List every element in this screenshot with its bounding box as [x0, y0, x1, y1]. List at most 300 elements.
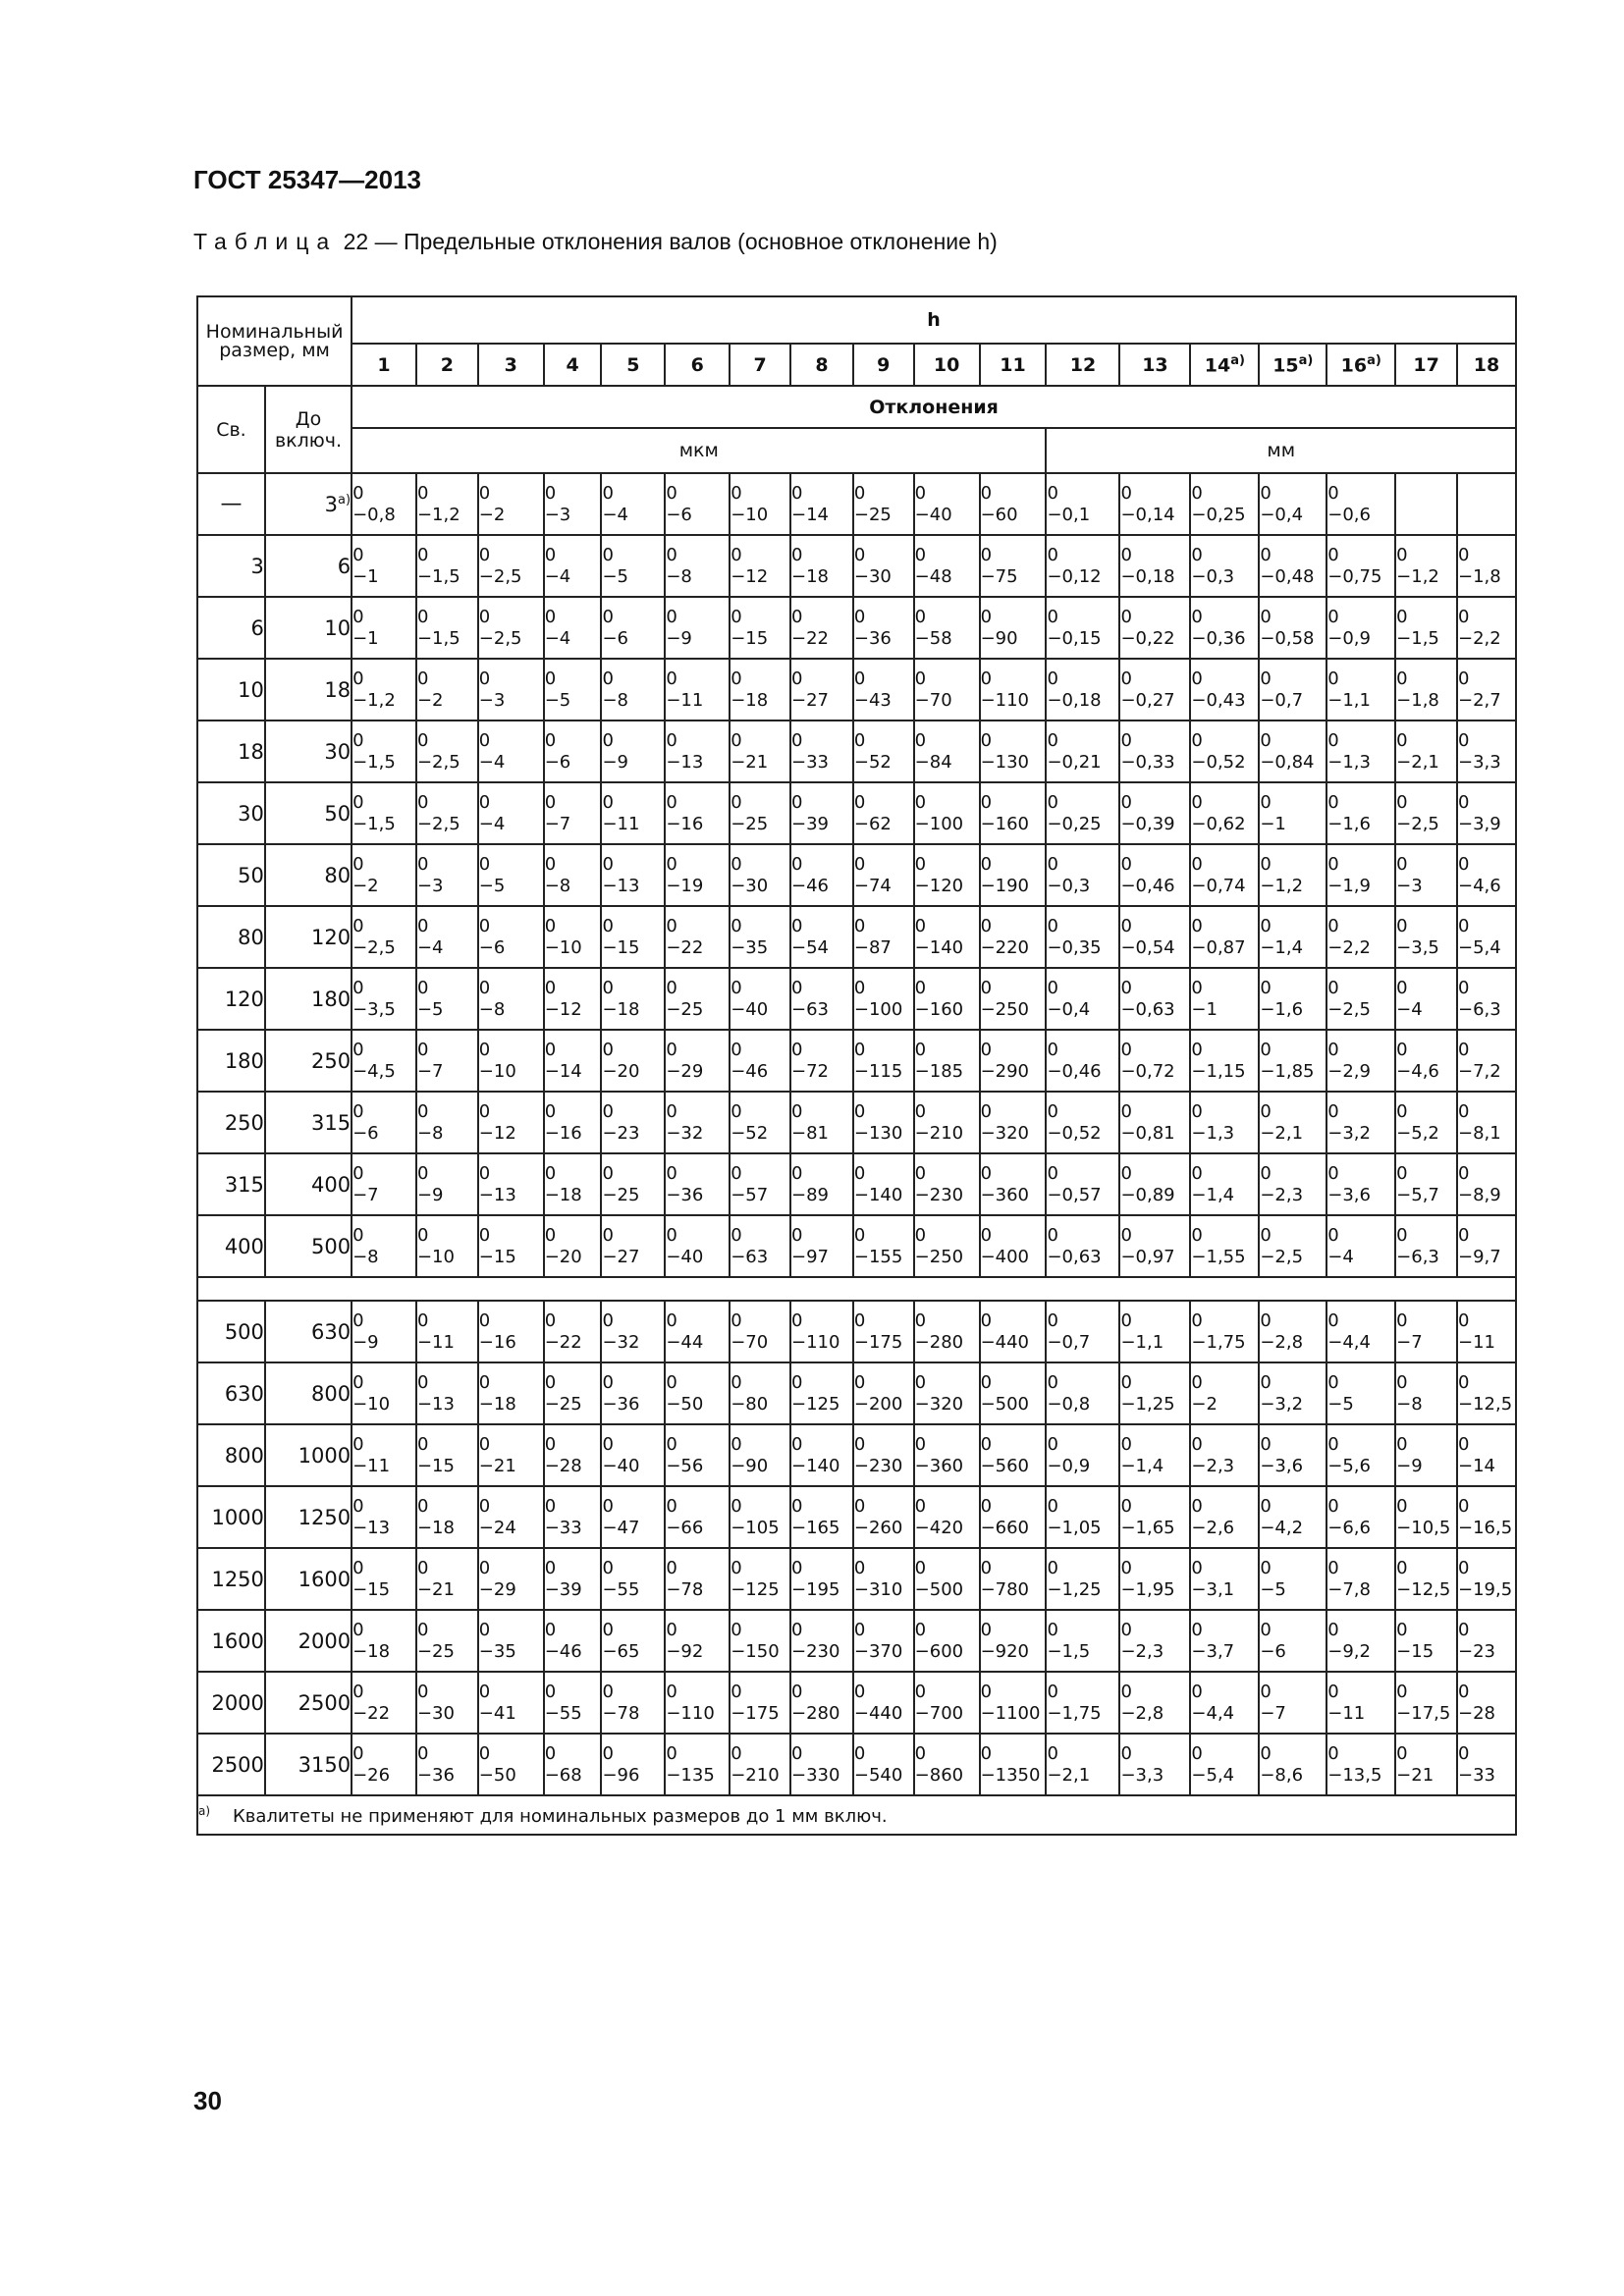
lower-deviation: −0,58 [1260, 627, 1315, 649]
upper-deviation: 0 [980, 1495, 993, 1517]
deviations-header: Отклонения [352, 386, 1516, 428]
upper-deviation: 0 [1260, 606, 1272, 627]
caption-word: Таблица [193, 229, 338, 254]
lower-deviation: −2,3 [1260, 1184, 1304, 1205]
lower-deviation: −18 [478, 1393, 516, 1415]
deviation-cell [416, 473, 478, 535]
upper-deviation: 0 [352, 1224, 364, 1246]
lower-deviation: −30 [853, 565, 892, 587]
deviation-cell [416, 1301, 478, 1362]
lower-deviation: −1,5 [352, 813, 396, 834]
deviation-cell [1190, 906, 1259, 968]
deviation-cell [544, 1486, 602, 1548]
upper-deviation: 0 [731, 606, 742, 627]
lower-deviation: −72 [791, 1060, 830, 1082]
lower-deviation: −1,25 [1120, 1393, 1175, 1415]
deviation-cell [478, 1301, 544, 1362]
lower-deviation: −16 [478, 1331, 516, 1353]
deviation-cell [980, 1424, 1047, 1486]
upper-deviation: 0 [1191, 977, 1203, 998]
upper-deviation: 0 [791, 667, 803, 689]
size-from: 1600 [197, 1610, 265, 1672]
deviation-cell [416, 1734, 478, 1795]
deviation-cell [544, 1424, 602, 1486]
upper-deviation: 0 [1457, 791, 1470, 813]
lower-deviation: −8 [602, 689, 629, 711]
upper-deviation: 0 [731, 1224, 742, 1246]
deviation-cell [914, 844, 980, 906]
deviation-cell [730, 1486, 790, 1548]
deviation-cell [980, 1672, 1047, 1734]
upper-deviation: 0 [914, 1371, 927, 1393]
lower-deviation: −48 [914, 565, 952, 587]
upper-deviation: 0 [478, 1433, 491, 1455]
lower-deviation: −200 [853, 1393, 903, 1415]
deviation-cell [1119, 906, 1190, 968]
deviation-cell [478, 597, 544, 659]
lower-deviation: −44 [666, 1331, 704, 1353]
upper-deviation: 0 [1260, 915, 1272, 936]
deviation-cell [665, 968, 730, 1030]
deviation-cell [1259, 1301, 1326, 1362]
lower-deviation: −1,1 [1327, 689, 1371, 711]
lower-deviation: −5 [1327, 1393, 1354, 1415]
upper-deviation: 0 [1327, 1100, 1339, 1122]
upper-deviation: 0 [544, 1557, 557, 1578]
deviation-cell [853, 659, 914, 721]
lower-deviation: −18 [602, 998, 640, 1020]
lower-deviation: −33 [544, 1517, 582, 1538]
lower-deviation: −125 [731, 1578, 780, 1600]
lower-deviation: −370 [853, 1640, 903, 1662]
deviation-cell [1190, 968, 1259, 1030]
lower-deviation: −36 [416, 1764, 455, 1786]
lower-deviation: −10,5 [1396, 1517, 1451, 1538]
deviation-cell [601, 473, 665, 535]
deviation-cell [790, 721, 853, 782]
size-from: 120 [197, 968, 265, 1030]
lower-deviation: −10 [478, 1060, 516, 1082]
grade-header [1326, 344, 1395, 386]
lower-deviation: −13 [416, 1393, 455, 1415]
upper-deviation: 0 [602, 915, 614, 936]
lower-deviation: −39 [791, 813, 830, 834]
deviation-cell [914, 1030, 980, 1092]
lower-deviation: −0,75 [1327, 565, 1382, 587]
upper-deviation: 0 [1047, 482, 1058, 504]
deviation-cell [416, 597, 478, 659]
lower-deviation: −4 [478, 813, 506, 834]
lower-deviation: −46 [791, 875, 830, 896]
table-row [197, 1301, 1516, 1362]
deviation-cell [914, 906, 980, 968]
upper-deviation: 0 [914, 1162, 927, 1184]
lower-deviation: −0,72 [1120, 1060, 1175, 1082]
upper-deviation: 0 [1047, 1557, 1058, 1578]
deviation-cell [790, 844, 853, 906]
upper-deviation: 0 [478, 1039, 491, 1060]
deviation-cell [1326, 1215, 1395, 1277]
page-number: 30 [193, 2086, 222, 2115]
deviation-cell [730, 782, 790, 844]
lower-deviation: −9 [666, 627, 692, 649]
deviation-cell [1457, 782, 1516, 844]
deviation-cell [1046, 1215, 1119, 1277]
size-from: 630 [197, 1362, 265, 1424]
deviation-cell [980, 1362, 1047, 1424]
deviation-cell [544, 1548, 602, 1610]
lower-deviation: −700 [914, 1702, 964, 1724]
upper-deviation: 0 [602, 606, 614, 627]
deviation-cell [1046, 1424, 1119, 1486]
lower-deviation: −2,7 [1457, 689, 1501, 711]
upper-deviation: 0 [914, 1100, 927, 1122]
upper-deviation: 0 [791, 1619, 803, 1640]
upper-deviation: 0 [666, 977, 677, 998]
lower-deviation: −0,89 [1120, 1184, 1175, 1205]
grade-number: 2 [440, 353, 454, 376]
upper-deviation: 0 [544, 667, 557, 689]
document-standard-number: ГОСТ 25347—2013 [193, 165, 421, 194]
deviation-cell [544, 721, 602, 782]
deviation-cell [1457, 535, 1516, 597]
upper-deviation: 0 [731, 791, 742, 813]
lower-deviation: −22 [544, 1331, 582, 1353]
upper-deviation: 0 [416, 1742, 429, 1764]
lower-deviation: −175 [853, 1331, 903, 1353]
lower-deviation: −0,18 [1047, 689, 1102, 711]
upper-deviation: 0 [1327, 1039, 1339, 1060]
lower-deviation: −5,6 [1327, 1455, 1371, 1476]
upper-deviation: 0 [1327, 1495, 1339, 1517]
deviation-cell [1046, 1734, 1119, 1795]
deviation-cell [352, 782, 416, 844]
deviation-cell [1119, 1734, 1190, 1795]
grade-header [730, 344, 790, 386]
lower-deviation: −1,2 [1396, 565, 1439, 587]
grade-number: 14 [1204, 354, 1231, 377]
deviation-cell [544, 1030, 602, 1092]
deviation-cell [478, 1030, 544, 1092]
size-to-value: 1000 [298, 1443, 352, 1468]
deviation-cell [1046, 1092, 1119, 1153]
deviations-table [196, 295, 1517, 1836]
lower-deviation: −130 [853, 1122, 903, 1144]
size-to-value: 18 [324, 677, 352, 702]
upper-deviation: 0 [853, 977, 866, 998]
deviation-cell [980, 659, 1047, 721]
deviation-cell [853, 1672, 914, 1734]
upper-deviation: 0 [914, 977, 927, 998]
deviation-cell [1046, 597, 1119, 659]
deviation-cell [980, 1030, 1047, 1092]
upper-deviation: 0 [1457, 1224, 1470, 1246]
deviation-cell [1395, 1301, 1457, 1362]
deviation-cell [1119, 782, 1190, 844]
deviation-cell [1457, 1153, 1516, 1215]
deviation-cell [790, 473, 853, 535]
lower-deviation: −2,5 [478, 627, 522, 649]
deviation-cell [1326, 659, 1395, 721]
upper-deviation: 0 [1457, 606, 1470, 627]
lower-deviation: −10 [731, 504, 769, 525]
deviation-cell [1326, 1548, 1395, 1610]
grade-header [601, 344, 665, 386]
lower-deviation: −21 [478, 1455, 516, 1476]
upper-deviation: 0 [1120, 482, 1132, 504]
size-from: 80 [197, 906, 265, 968]
lower-deviation: −3,9 [1457, 813, 1501, 834]
deviation-cell [665, 1610, 730, 1672]
size-to [265, 968, 352, 1030]
deviation-cell [980, 1153, 1047, 1215]
lower-deviation: −7 [416, 1060, 444, 1082]
lower-deviation: −0,46 [1047, 1060, 1102, 1082]
deviation-cell [730, 1092, 790, 1153]
deviation-cell [730, 906, 790, 968]
lower-deviation: −0,6 [1327, 504, 1371, 525]
upper-deviation: 0 [1260, 1433, 1272, 1455]
lower-deviation: −7 [1396, 1331, 1423, 1353]
deviation-cell [1395, 535, 1457, 597]
upper-deviation: 0 [791, 1100, 803, 1122]
upper-deviation: 0 [853, 1681, 866, 1702]
upper-deviation: 0 [853, 791, 866, 813]
deviation-cell [853, 1734, 914, 1795]
upper-deviation: 0 [914, 1433, 927, 1455]
lower-deviation: −3,1 [1191, 1578, 1235, 1600]
upper-deviation: 0 [1191, 1619, 1203, 1640]
deviation-cell [1457, 1610, 1516, 1672]
deviation-cell [790, 782, 853, 844]
lower-deviation: −28 [1457, 1702, 1495, 1724]
lower-deviation: −7,8 [1327, 1578, 1371, 1600]
size-to [265, 844, 352, 906]
deviation-cell [544, 844, 602, 906]
upper-deviation: 0 [666, 791, 677, 813]
upper-deviation: 0 [1047, 667, 1058, 689]
footnote-row [197, 1795, 1516, 1835]
grade-header [914, 344, 980, 386]
size-from: 2000 [197, 1672, 265, 1734]
lower-deviation: −2 [1191, 1393, 1218, 1415]
table-row [197, 721, 1516, 782]
footnote-text: Квалитеты не применяют для номинальных размеров до 1 мм включ. [232, 1805, 888, 1827]
upper-deviation: 0 [544, 1224, 557, 1246]
upper-deviation: 0 [914, 1742, 927, 1764]
grade-header [416, 344, 478, 386]
size-from: — [197, 473, 265, 535]
deviation-cell [790, 597, 853, 659]
grade-header [1259, 344, 1326, 386]
upper-deviation: 0 [1327, 1619, 1339, 1640]
size-to-value: 50 [324, 801, 352, 826]
deviation-cell [1395, 1672, 1457, 1734]
lower-deviation: −280 [791, 1702, 840, 1724]
upper-deviation: 0 [1457, 853, 1470, 875]
lower-deviation: −13 [666, 751, 704, 773]
lower-deviation: −35 [731, 936, 769, 958]
deviation-cell [790, 1030, 853, 1092]
upper-deviation: 0 [914, 667, 927, 689]
upper-deviation: 0 [1047, 1039, 1058, 1060]
deviation-cell [730, 1030, 790, 1092]
upper-deviation: 0 [1191, 667, 1203, 689]
deviation-cell [1119, 1548, 1190, 1610]
lower-deviation: −39 [544, 1578, 582, 1600]
upper-deviation: 0 [1327, 544, 1339, 565]
upper-deviation: 0 [478, 1162, 491, 1184]
deviation-cell [730, 1301, 790, 1362]
deviation-cell [1326, 1030, 1395, 1092]
upper-deviation: 0 [478, 853, 491, 875]
lower-deviation: −1,5 [416, 565, 460, 587]
deviation-cell [730, 1548, 790, 1610]
grade-header [1395, 344, 1457, 386]
deviation-cell [665, 1030, 730, 1092]
deviation-cell [853, 782, 914, 844]
deviation-cell [1259, 473, 1326, 535]
upper-deviation: 0 [731, 853, 742, 875]
upper-deviation: 0 [731, 667, 742, 689]
upper-deviation: 0 [731, 1742, 742, 1764]
deviation-cell [730, 1215, 790, 1277]
deviation-cell [1046, 721, 1119, 782]
upper-deviation: 0 [602, 1162, 614, 1184]
lower-deviation: −0,7 [1260, 689, 1304, 711]
lower-deviation: −600 [914, 1640, 964, 1662]
upper-deviation: 0 [914, 606, 927, 627]
lower-deviation: −7 [352, 1184, 379, 1205]
upper-deviation: 0 [731, 1557, 742, 1578]
deviation-cell [1259, 597, 1326, 659]
deviation-cell [601, 597, 665, 659]
table-row [197, 659, 1516, 721]
upper-deviation: 0 [1457, 1309, 1470, 1331]
lower-deviation: −11 [1457, 1331, 1495, 1353]
upper-deviation: 0 [853, 1309, 866, 1331]
lower-deviation: −5,4 [1191, 1764, 1235, 1786]
lower-deviation: −0,74 [1191, 875, 1246, 896]
upper-deviation: 0 [1457, 1433, 1470, 1455]
upper-deviation: 0 [416, 667, 429, 689]
lower-deviation: −3,3 [1457, 751, 1501, 773]
grade-number: 9 [877, 353, 891, 376]
upper-deviation: 0 [1120, 1224, 1132, 1246]
upper-deviation: 0 [478, 1371, 491, 1393]
deviation-cell [914, 1610, 980, 1672]
lower-deviation: −165 [791, 1517, 840, 1538]
grade-number: 17 [1413, 353, 1439, 376]
upper-deviation: 0 [791, 791, 803, 813]
deviation-cell [601, 535, 665, 597]
upper-deviation: 0 [1047, 1309, 1058, 1331]
upper-deviation: 0 [791, 1039, 803, 1060]
deviation-cell [1046, 1548, 1119, 1610]
lower-deviation: −4 [416, 936, 444, 958]
to-header: До включ. [265, 386, 352, 473]
upper-deviation: 0 [602, 482, 614, 504]
upper-deviation: 0 [1191, 729, 1203, 751]
upper-deviation: 0 [1457, 1162, 1470, 1184]
upper-deviation: 0 [1260, 1557, 1272, 1578]
lower-deviation: −115 [853, 1060, 903, 1082]
lower-deviation: −320 [980, 1122, 1030, 1144]
deviation-cell [352, 1486, 416, 1548]
deviation-cell [1259, 968, 1326, 1030]
gap-cell [197, 1277, 1516, 1301]
lower-deviation: −18 [731, 689, 769, 711]
deviation-cell [1190, 844, 1259, 906]
deviation-cell [544, 782, 602, 844]
upper-deviation: 0 [791, 606, 803, 627]
size-from: 1250 [197, 1548, 265, 1610]
upper-deviation: 0 [1396, 1162, 1408, 1184]
upper-deviation: 0 [980, 1309, 993, 1331]
lower-deviation: −6 [352, 1122, 379, 1144]
lower-deviation: −0,52 [1191, 751, 1246, 773]
lower-deviation: −1,5 [1047, 1640, 1091, 1662]
deviation-cell [665, 1424, 730, 1486]
deviation-cell [665, 535, 730, 597]
lower-deviation: −47 [602, 1517, 640, 1538]
upper-deviation: 0 [1457, 1495, 1470, 1517]
upper-deviation: 0 [1047, 853, 1058, 875]
deviation-cell [1046, 968, 1119, 1030]
size-from: 6 [197, 597, 265, 659]
deviation-cell [352, 1672, 416, 1734]
size-to [265, 1092, 352, 1153]
lower-deviation: −1,6 [1260, 998, 1304, 1020]
lower-deviation: −52 [853, 751, 892, 773]
table-row [197, 1610, 1516, 1672]
caption-text: — Предельные отклонения валов (основное отклонение h) [374, 229, 998, 254]
deviation-cell [1395, 1548, 1457, 1610]
table-row [197, 535, 1516, 597]
lower-deviation: −36 [853, 627, 892, 649]
deviation-cell [544, 1215, 602, 1277]
lower-deviation: −195 [791, 1578, 840, 1600]
lower-deviation: −7,2 [1457, 1060, 1501, 1082]
lower-deviation: −4 [602, 504, 629, 525]
nominal-size-header: Номинальный размер, мм [197, 296, 352, 386]
header-row-deviations [197, 386, 1516, 428]
lower-deviation: −24 [478, 1517, 516, 1538]
size-to-value: 2500 [298, 1690, 352, 1715]
lower-deviation: −96 [602, 1764, 640, 1786]
upper-deviation: 0 [980, 1371, 993, 1393]
grade-number: 18 [1473, 353, 1500, 376]
deviation-cell [478, 659, 544, 721]
upper-deviation: 0 [416, 729, 429, 751]
lower-deviation: −440 [853, 1702, 903, 1724]
deviation-cell [980, 1092, 1047, 1153]
lower-deviation: −500 [980, 1393, 1030, 1415]
deviation-cell [790, 1092, 853, 1153]
upper-deviation: 0 [1396, 729, 1408, 751]
upper-deviation: 0 [1191, 915, 1203, 936]
deviation-cell [352, 597, 416, 659]
upper-deviation: 0 [1396, 1557, 1408, 1578]
deviation-cell [478, 1672, 544, 1734]
upper-deviation: 0 [1327, 729, 1339, 751]
table-row [197, 1672, 1516, 1734]
deviation-cell [601, 968, 665, 1030]
deviation-cell [601, 1362, 665, 1424]
upper-deviation: 0 [1396, 1495, 1408, 1517]
upper-deviation: 0 [731, 1619, 742, 1640]
deviation-cell [980, 906, 1047, 968]
